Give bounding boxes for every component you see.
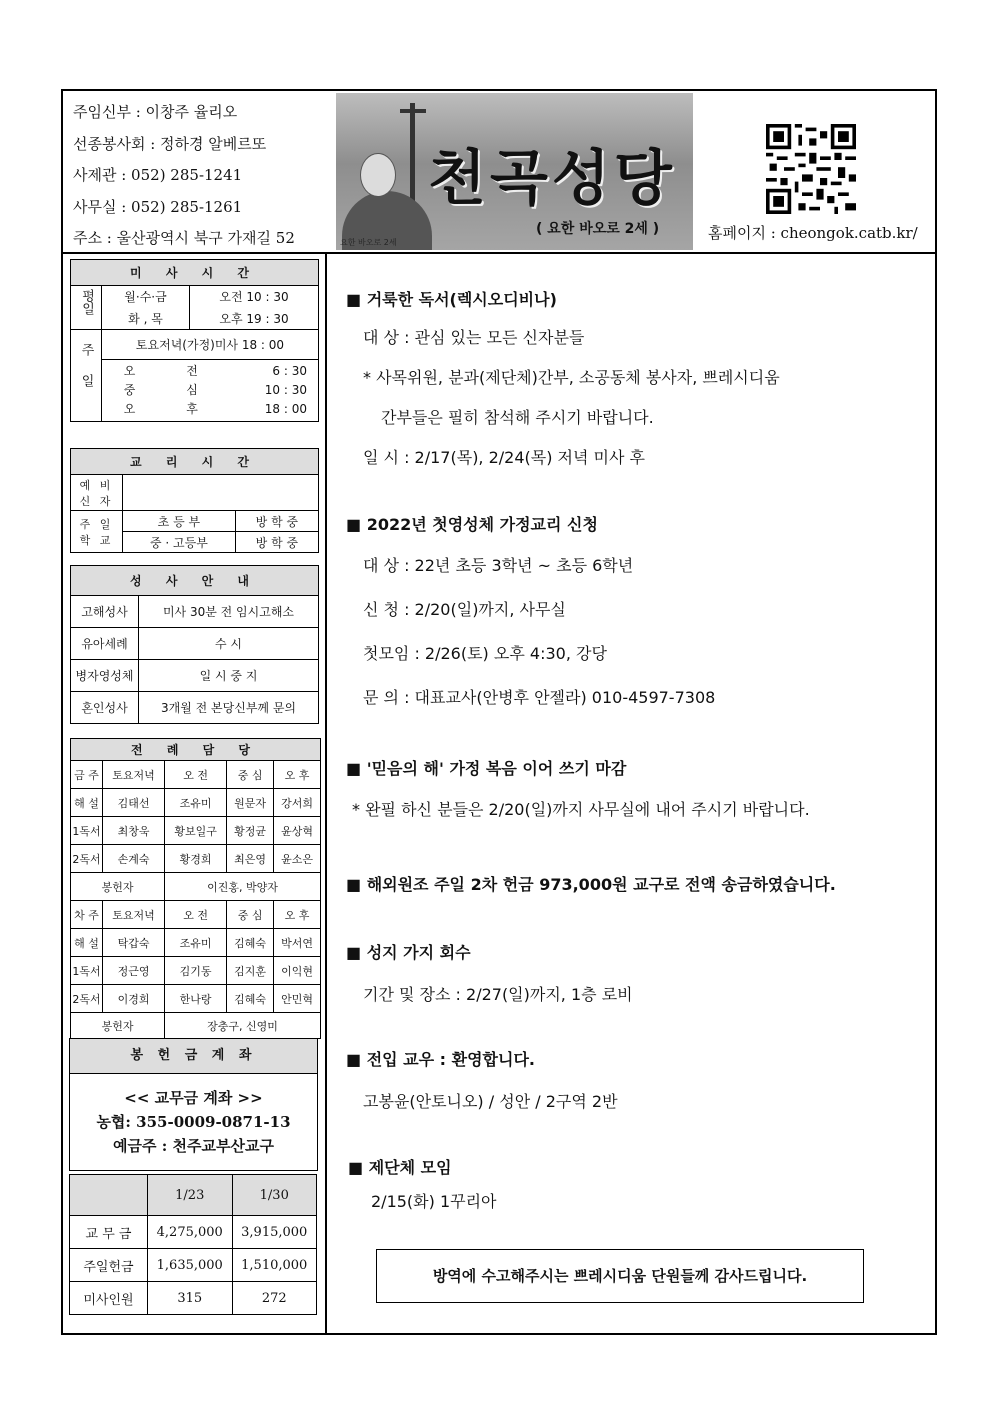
notice-newcomer-title: ■ 전입 교우 : 환영합니다. <box>346 1050 535 1069</box>
account-holder: 예금주 : 천주교부산교구 <box>113 1137 274 1155</box>
parish-banner <box>336 93 693 250</box>
table-row: 해 설 탁갑숙 조유미 김혜숙 박서연 <box>71 929 321 957</box>
table-row: 1독서 정근영 김기동 김지훈 이익현 <box>71 957 321 985</box>
catechumen-value <box>123 475 319 511</box>
qr-code-icon[interactable] <box>763 121 859 217</box>
liturgy-table: 전 례 담 당 금 주 토요저녁 오 전 중 심 오 후 해 설 김태선 조유미 원문자 강서희 1독서 최창욱 황보일구 황정균 윤상혁 2독서 손계숙 황경희 최은영 윤소은 봉헌자 이진홍, 박양자 차 주 토요저녁 오 전 중 심 오 후 해 설 탁갑숙 조유미 김혜숙 박서연 1독서 정근영 김기동 김지훈 이익현 2독서 이경희 한나랑 김혜숙 안민혁 봉헌자 장충구, 신영미 <box>70 738 321 1039</box>
table-row: 봉헌자 장충구, 신영미 <box>71 1013 321 1039</box>
weekday-time-1: 오전 10 : 30 <box>190 286 319 308</box>
notice-palm-body: 기간 및 장소 : 2/27(일)까지, 1층 로비 <box>363 985 633 1004</box>
photo-caption: 요한 바오로 2세 <box>340 238 397 247</box>
crosier-cross <box>400 109 426 113</box>
notice-communion-contact: 문 의 : 대표교사(안병후 안젤라) 010-4597-7308 <box>363 688 716 707</box>
offering-corner <box>70 1175 148 1216</box>
header-noon: 중 심 <box>227 761 274 789</box>
notice-communion-apply: 신 청 : 2/20(일)까지, 사무실 <box>363 600 566 619</box>
sick-communion-label: 병자영성체 <box>71 660 139 692</box>
header-am: 오 전 <box>165 761 227 789</box>
table-row: 봉헌자 이진홍, 박양자 <box>71 873 321 901</box>
account-box <box>69 1038 318 1171</box>
table-row: 교 무 금 4,275,000 3,915,000 <box>70 1216 317 1249</box>
sacrament-title: 성 사 안 내 <box>71 566 319 596</box>
notice-lectio-title: ■ 거룩한 독서(렉시오디비나) <box>346 290 557 309</box>
account-number[interactable]: 농협: 355-0009-0871-13 <box>96 1113 291 1131</box>
sunday-label: 주일 <box>71 330 102 422</box>
notice-group-body: 2/15(화) 1꾸리아 <box>371 1192 497 1211</box>
table-row: 2독서 손계숙 황경희 최은영 윤소은 <box>71 845 321 873</box>
office-phone-line: 사무실 : 052) 285-1261 <box>73 197 243 216</box>
mass-times-title: 미 사 시 간 <box>71 260 319 286</box>
pope-figure-head <box>360 153 396 197</box>
secondary-status: 방 학 중 <box>235 532 318 553</box>
confession-label: 고해성사 <box>71 596 139 628</box>
notice-gospel-title: ■ '믿음의 해' 가정 복음 이어 쓰기 마감 <box>346 759 627 778</box>
offering-table <box>69 1174 317 1315</box>
sacrament-table <box>70 565 319 724</box>
catechumen-label: 예 비 신 자 <box>71 475 123 511</box>
homepage-link[interactable]: 홈페이지 : cheongok.catb.kr/ <box>708 224 918 242</box>
notice-lectio-note-2: 간부들은 필히 참석해 주시기 바랍니다. <box>381 408 654 427</box>
notice-gospel-body: * 완필 하신 분들은 2/20(일)까지 사무실에 내어 주시기 바랍니다. <box>352 800 810 819</box>
notice-lectio-target: 대 상 : 관심 있는 모든 신자분들 <box>363 328 585 347</box>
rectory-phone-line: 사제관 : 052) 285-1241 <box>73 166 243 184</box>
catechism-table <box>70 448 319 553</box>
weekday-days-1: 월·수·금 <box>102 286 190 308</box>
notice-lectio-note: * 사목위원, 분과(제단체)간부, 소공동체 봉사자, 쁘레시디움 <box>363 368 780 387</box>
weekday-days-2: 화 , 목 <box>102 308 190 330</box>
sunday-mass-times: 오 전 6 : 30 중 심 10 : 30 오 후 18 : 00 <box>102 360 319 422</box>
marriage-value: 3개월 전 본당신부께 문의 <box>139 692 319 724</box>
closing-message: 방역에 수고해주시는 쁘레시디움 단원들께 감사드립니다. <box>376 1249 864 1303</box>
liturgy-title: 전 례 담 당 <box>71 739 321 761</box>
parish-info <box>73 97 295 255</box>
parish-title: 천곡성당 <box>428 144 676 214</box>
secondary-label: 중 · 고등부 <box>123 532 236 553</box>
mass-times-table <box>70 259 319 422</box>
notice-aid-title: ■ 해외원조 주일 2차 헌금 973,000원 교구로 전액 송금하였습니다. <box>346 875 836 894</box>
column-divider <box>325 254 327 1333</box>
sick-communion-value: 일 시 중 지 <box>139 660 319 692</box>
table-row: 해 설 김태선 조유미 원문자 강서희 <box>71 789 321 817</box>
account-heading: << 교무금 계좌 >> <box>124 1089 263 1107</box>
address-line: 주소 : 울산광역시 북구 가재길 52 <box>73 229 295 247</box>
header-pm: 오 후 <box>274 761 321 789</box>
infant-baptism-label: 유아세례 <box>71 628 139 660</box>
confession-value: 미사 30분 전 임시고해소 <box>139 596 319 628</box>
patron-saint: ( 요한 바오로 2세 ) <box>536 221 660 237</box>
infant-baptism-value: 수 시 <box>139 628 319 660</box>
notice-group-title: ■ 제단체 모임 <box>348 1158 452 1177</box>
table-row: 주일헌금 1,635,000 1,510,000 <box>70 1249 317 1282</box>
this-week-label: 금 주 <box>71 761 103 789</box>
weekday-time-2: 오후 19 : 30 <box>190 308 319 330</box>
table-row: 1독서 최창욱 황보일구 황정균 윤상혁 <box>71 817 321 845</box>
next-week-label: 차 주 <box>71 901 103 929</box>
saturday-evening-mass: 토요저녁(가정)미사 18 : 00 <box>102 330 319 360</box>
table-row: 2독서 이경희 한나랑 김혜숙 안민혁 <box>71 985 321 1013</box>
marriage-label: 혼인성사 <box>71 692 139 724</box>
notice-lectio-time: 일 시 : 2/17(목), 2/24(목) 저녁 미사 후 <box>363 448 646 467</box>
header <box>63 91 935 254</box>
funeral-service-line: 선종봉사회 : 정하경 알베르또 <box>73 134 267 153</box>
notice-communion-meeting: 첫모임 : 2/26(토) 오후 4:30, 강당 <box>363 644 607 663</box>
sunday-school-label: 주 일 학 교 <box>71 511 123 553</box>
notice-palm-title: ■ 성지 가지 회수 <box>346 943 471 962</box>
offering-col-2: 1/30 <box>232 1175 317 1216</box>
notice-newcomer-body: 고봉윤(안토니오) / 성안 / 2구역 2반 <box>363 1092 618 1111</box>
elementary-label: 초 등 부 <box>123 511 236 532</box>
offering-col-1: 1/23 <box>148 1175 233 1216</box>
table-row: 미사인원 315 272 <box>70 1282 317 1315</box>
elementary-status: 방 학 중 <box>235 511 318 532</box>
header-sat: 토요저녁 <box>103 761 165 789</box>
weekday-label: 평일 <box>71 286 102 330</box>
notice-communion-title: ■ 2022년 첫영성체 가정교리 신청 <box>346 515 598 534</box>
notice-communion-target: 대 상 : 22년 초등 3학년 ~ 초등 6학년 <box>363 556 634 575</box>
account-title: 봉 헌 금 계 좌 <box>70 1039 317 1074</box>
catechism-title: 교 리 시 간 <box>71 449 319 475</box>
pastor-line: 주임신부 : 이창주 율리오 <box>73 103 238 121</box>
